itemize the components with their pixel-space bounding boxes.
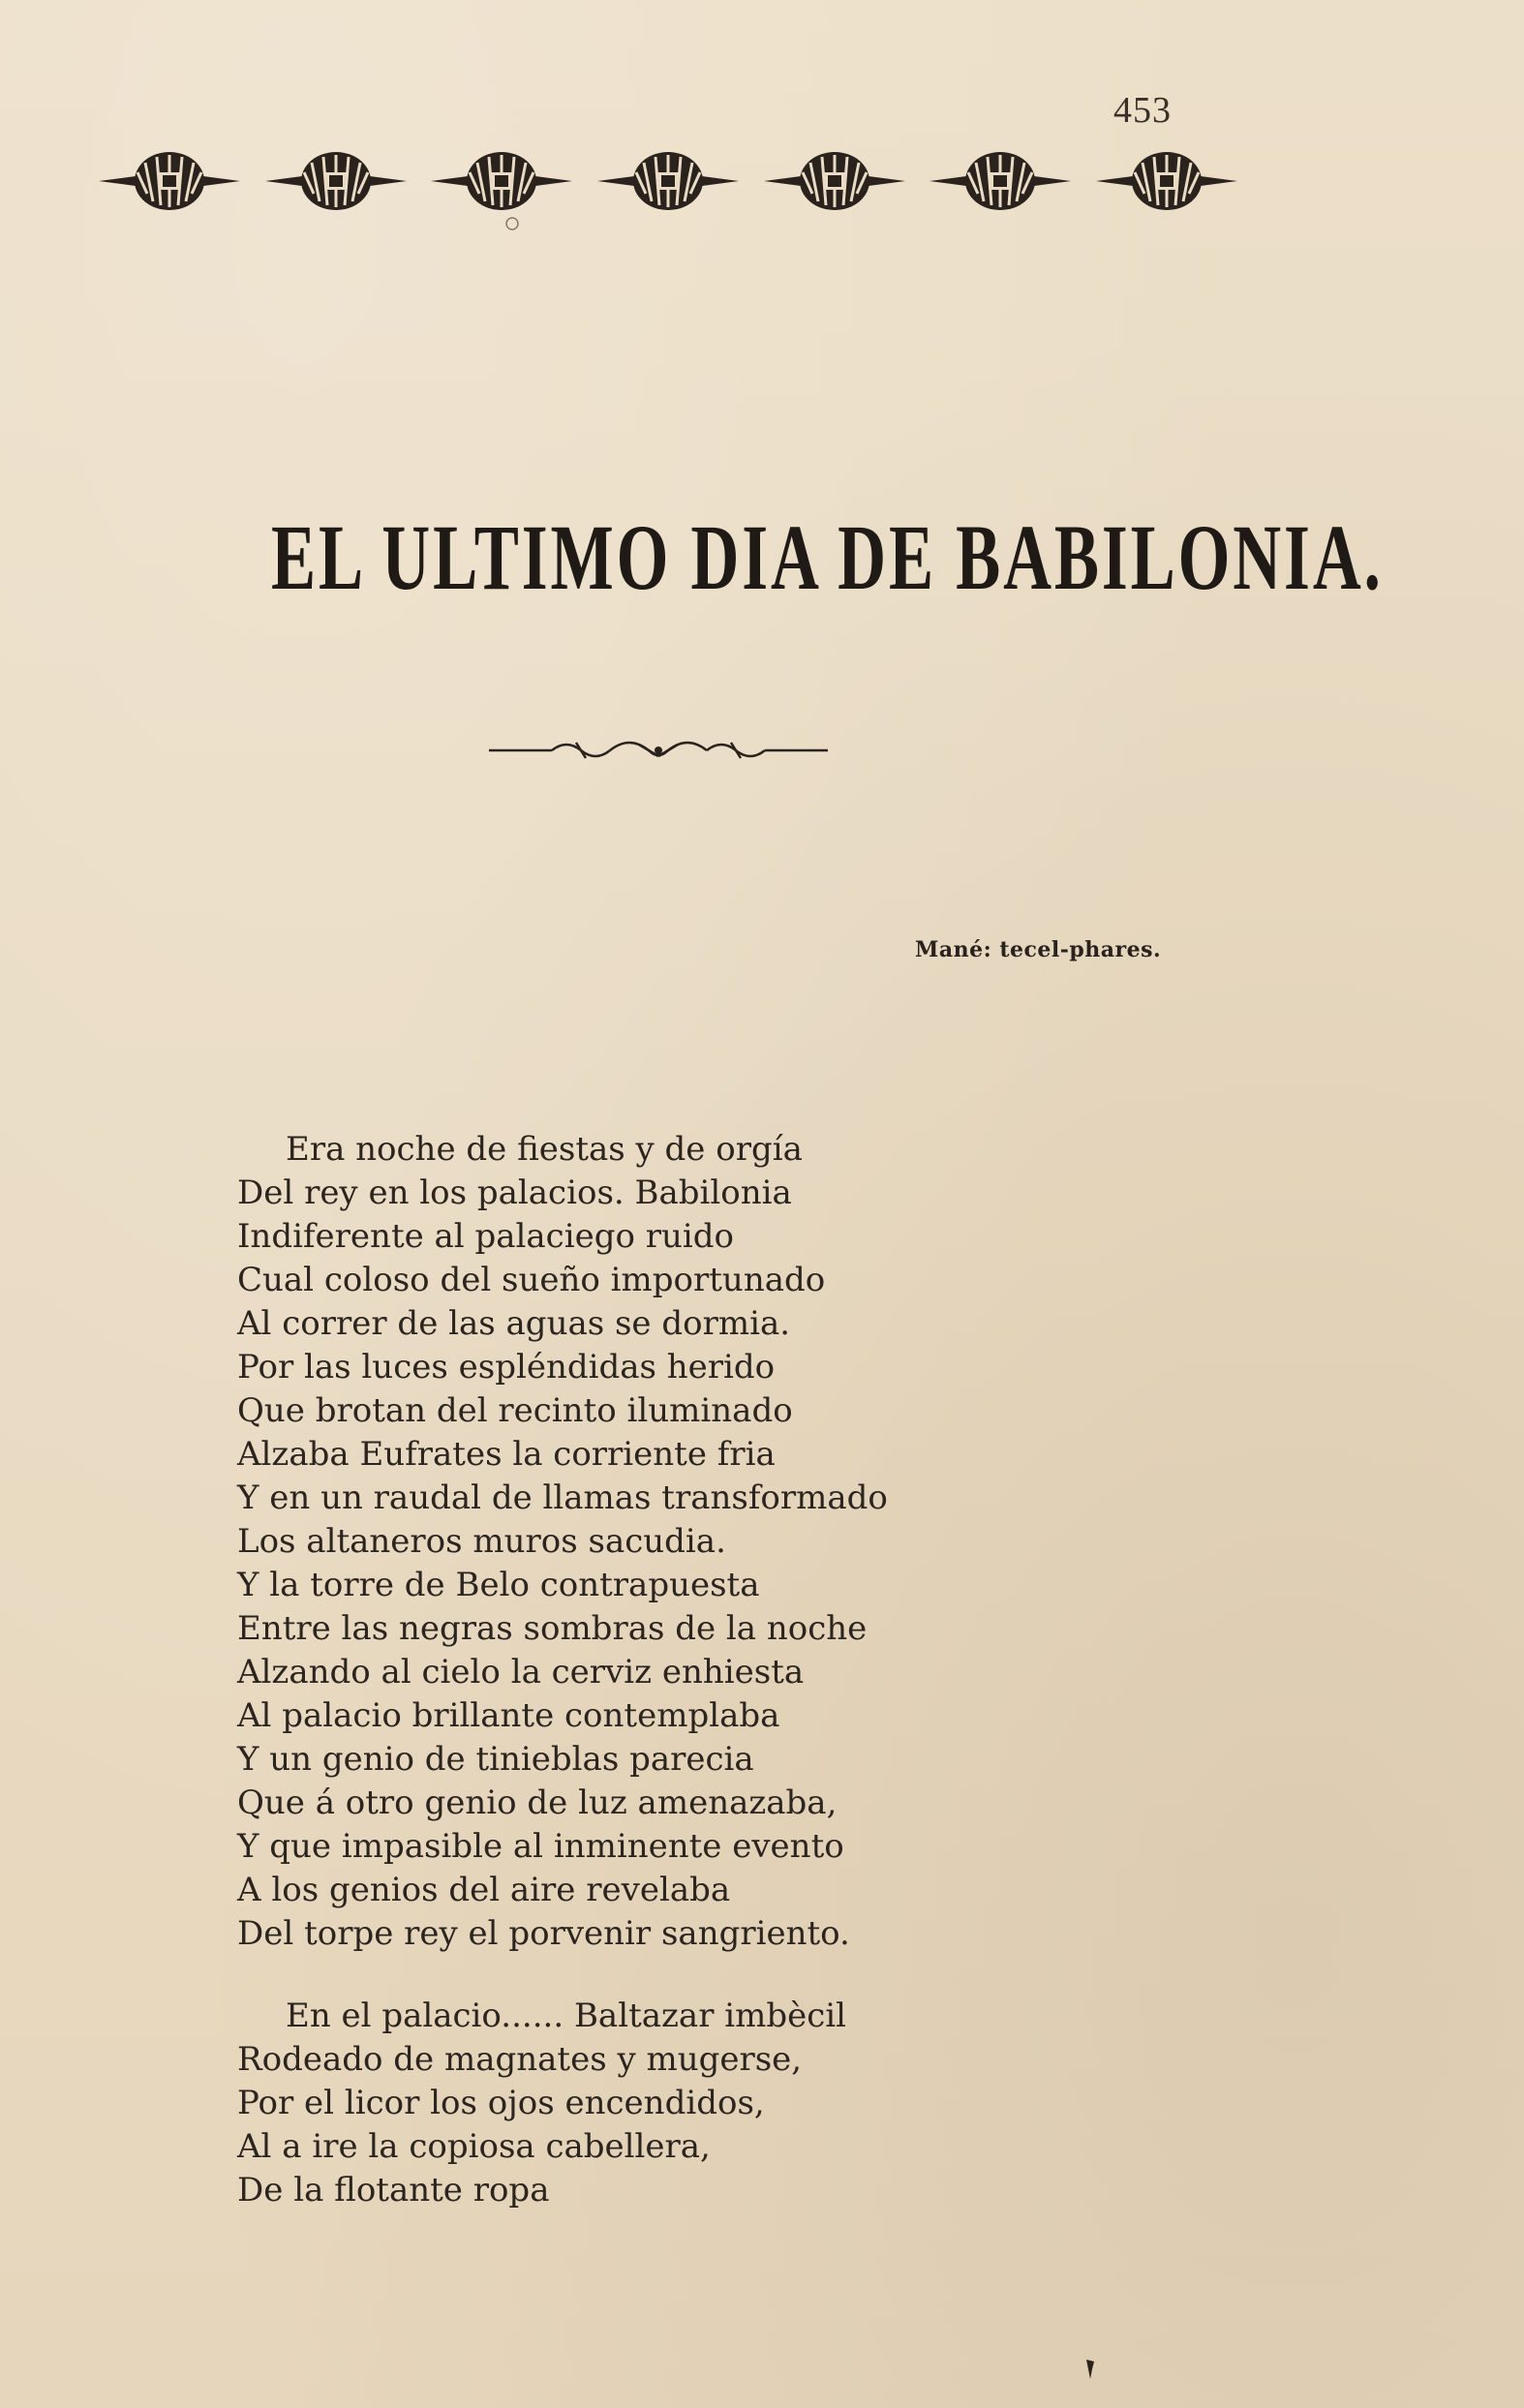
poem-line: Indiferente al palaciego ruido (237, 1217, 735, 1256)
poem-line: A los genios del aire revelaba (237, 1871, 731, 1909)
sunburst-ornament-icon (429, 147, 574, 215)
flourish-divider-icon (484, 731, 833, 770)
poem-line: Los altaneros muros sacudia. (237, 1522, 726, 1561)
poem-line: En el palacio...... Baltazar imbècil (286, 1997, 847, 2035)
poem-line: Y que impasible al inminente evento (237, 1827, 844, 1866)
poem-line: Y un genio de tinieblas parecia (237, 1740, 754, 1779)
poem-line: Entre las negras sombras de la noche (237, 1609, 868, 1648)
poem-line: Al palacio brillante contemplaba (237, 1696, 780, 1735)
ink-mark-icon (1082, 2358, 1098, 2381)
page-number: 453 (1113, 90, 1172, 131)
stanza (237, 1128, 1302, 1956)
poem-line: Que á otro genio de luz amenazaba, (237, 1783, 838, 1822)
sunburst-ornament-icon (928, 147, 1073, 215)
sunburst-ornament-icon (263, 147, 409, 215)
sunburst-ornament-icon (1094, 147, 1239, 215)
small-circle-mark-icon (503, 215, 521, 232)
sunburst-ornament-icon (97, 147, 242, 215)
ornament-header-row (97, 145, 1239, 217)
poem-line: Que brotan del recinto iluminado (237, 1391, 793, 1430)
stanza (237, 1995, 1302, 2212)
poem-line: Y en un raudal de llamas transformado (237, 1478, 888, 1517)
poem-line: Rodeado de magnates y mugerse, (237, 2040, 803, 2079)
poem-line: Por el licor los ojos encendidos, (237, 2084, 765, 2122)
chapter-title: EL ULTIMO DIA DE BABILONIA. (271, 505, 1384, 609)
poem-line: Era noche de fiestas y de orgía (286, 1130, 803, 1169)
poem-line: Cual coloso del sueño importunado (237, 1261, 826, 1299)
poem-line: De la flotante ropa (237, 2171, 550, 2210)
epigraph: Mané: tecel-phares. (915, 937, 1162, 962)
poem-line: Alzaba Eufrates la corriente fria (237, 1435, 776, 1474)
poem-text (237, 1128, 1302, 2212)
poem-line: Del torpe rey el porvenir sangriento. (237, 1914, 850, 1953)
sunburst-ornament-icon (595, 147, 741, 215)
poem-line: Del rey en los palacios. Babilonia (237, 1174, 792, 1212)
poem-line: Y la torre de Belo contrapuesta (237, 1566, 760, 1604)
poem-line: Al a ire la copiosa cabellera, (237, 2127, 711, 2166)
poem-line: Al correr de las aguas se dormia. (237, 1304, 791, 1343)
sunburst-ornament-icon (762, 147, 907, 215)
poem-line: Por las luces espléndidas herido (237, 1348, 776, 1387)
poem-line: Alzando al cielo la cerviz enhiesta (237, 1653, 805, 1692)
